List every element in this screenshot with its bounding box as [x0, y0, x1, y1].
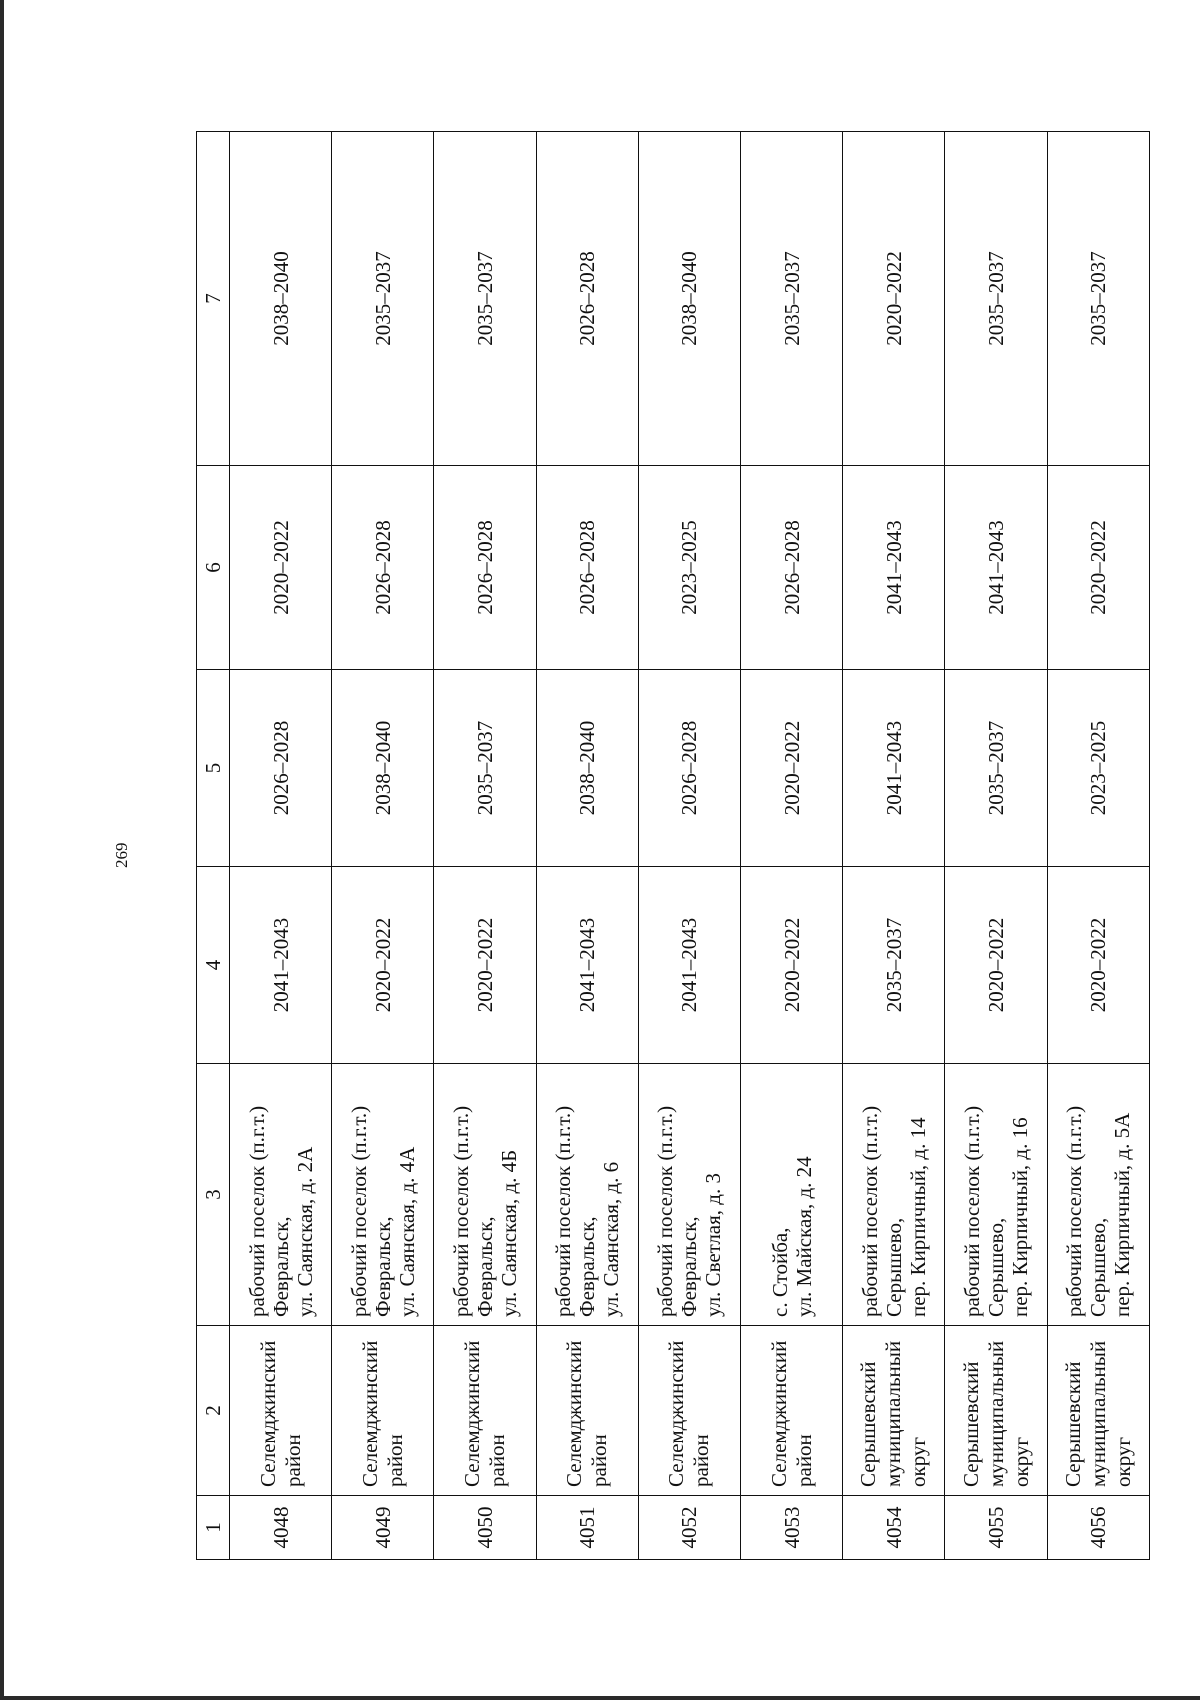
period-cell-col7: 2035–2037: [741, 132, 843, 466]
district-cell-line: муниципальный: [881, 1340, 906, 1487]
table-row: [843, 132, 945, 1560]
column-number-cell: 4: [197, 867, 230, 1064]
district-cell-line: район: [689, 1434, 714, 1487]
table-row: [536, 132, 638, 1560]
column-number-cell: 3: [197, 1064, 230, 1326]
period-cell-col6: 2026–2028: [741, 466, 843, 670]
address-cell-line: ул. Саянская, д. 4Б: [497, 1149, 522, 1317]
district-cell: [332, 1326, 434, 1496]
district-cell-line: Селемджинский: [357, 1340, 382, 1487]
address-cell-line: Серышево,: [984, 1217, 1009, 1317]
address-cell-line: пер. Кирпичный, д. 14: [905, 1117, 930, 1317]
page-number: 269: [112, 842, 131, 868]
column-number-cell: 6: [197, 466, 230, 670]
district-cell-line: муниципальный: [1085, 1340, 1110, 1487]
period-cell-col5: 2026–2028: [230, 670, 332, 867]
period-cell-col4: 2035–2037: [843, 867, 945, 1064]
period-cell-col5: 2038–2040: [332, 670, 434, 867]
address-cell-line: ул. Майская, д. 24: [791, 1156, 816, 1317]
address-cell-line: рабочий поселок (п.г.т.): [960, 1105, 985, 1317]
period-cell-col4: 2041–2043: [638, 867, 740, 1064]
district-cell-line: Селемджинский: [664, 1340, 689, 1487]
address-cell-line: Серышево,: [1086, 1217, 1111, 1317]
district-cell-line: округ: [906, 1436, 931, 1487]
row-number-cell: 4056: [1047, 1496, 1149, 1560]
address-cell-line: рабочий поселок (п.г.т.): [551, 1105, 576, 1317]
district-cell-line: Серышевский: [856, 1361, 881, 1487]
period-cell-col5: 2041–2043: [843, 670, 945, 867]
address-cell-line: рабочий поселок (п.г.т.): [449, 1105, 474, 1317]
column-number-row: [197, 132, 230, 1560]
address-cell-line: Февральск,: [370, 1216, 395, 1317]
row-number-cell: 4049: [332, 1496, 434, 1560]
district-cell-line: округ: [1008, 1436, 1033, 1487]
period-cell-col4: 2041–2043: [230, 867, 332, 1064]
address-cell-line: пер. Кирпичный, д. 5А: [1110, 1112, 1135, 1317]
district-cell: [230, 1326, 332, 1496]
period-cell-col6: 2041–2043: [843, 466, 945, 670]
period-cell-col6: 2026–2028: [536, 466, 638, 670]
period-cell-col4: 2020–2022: [741, 867, 843, 1064]
period-cell-col7: 2035–2037: [945, 132, 1047, 466]
district-cell: [536, 1326, 638, 1496]
district-cell-line: Селемджинский: [255, 1340, 280, 1487]
district-cell-line: район: [485, 1434, 510, 1487]
period-cell-col5: 2023–2025: [1047, 670, 1149, 867]
period-cell-col5: 2020–2022: [741, 670, 843, 867]
table-row: [741, 132, 843, 1560]
district-cell: [945, 1326, 1047, 1496]
district-cell-line: Серышевский: [1060, 1361, 1085, 1487]
address-cell: [230, 1064, 332, 1326]
period-cell-col5: 2035–2037: [434, 670, 536, 867]
period-cell-col4: 2020–2022: [945, 867, 1047, 1064]
period-cell-col4: 2020–2022: [332, 867, 434, 1064]
district-cell-line: Селемджинский: [766, 1340, 791, 1487]
period-cell-col4: 2020–2022: [434, 867, 536, 1064]
address-cell-line: ул. Саянская, д. 4А: [394, 1146, 419, 1317]
period-cell-col6: 2020–2022: [1047, 466, 1149, 670]
district-cell-line: Селемджинский: [460, 1340, 485, 1487]
district-cell-line: район: [280, 1434, 305, 1487]
period-cell-col7: 2026–2028: [536, 132, 638, 466]
row-number-cell: 4054: [843, 1496, 945, 1560]
row-number-cell: 4048: [230, 1496, 332, 1560]
column-number-cell: 2: [197, 1326, 230, 1496]
table-row: [332, 132, 434, 1560]
period-cell-col6: 2020–2022: [230, 466, 332, 670]
address-cell-line: рабочий поселок (п.г.т.): [244, 1105, 269, 1317]
address-cell: [332, 1064, 434, 1326]
address-cell: [1047, 1064, 1149, 1326]
address-cell-line: Февральск,: [575, 1216, 600, 1317]
period-cell-col6: 2041–2043: [945, 466, 1047, 670]
row-number-cell: 4053: [741, 1496, 843, 1560]
period-cell-col7: 2038–2040: [230, 132, 332, 466]
row-number-cell: 4050: [434, 1496, 536, 1560]
period-cell-col5: 2038–2040: [536, 670, 638, 867]
row-number-cell: 4052: [638, 1496, 740, 1560]
address-cell-line: пер. Кирпичный, д. 16: [1008, 1117, 1033, 1317]
address-cell-line: рабочий поселок (п.г.т.): [857, 1105, 882, 1317]
table-row: [230, 132, 332, 1560]
address-cell-line: Февральск,: [473, 1216, 498, 1317]
housing-repair-schedule-table: [196, 131, 1150, 1560]
address-cell-line: Серышево,: [881, 1217, 906, 1317]
period-cell-col5: 2035–2037: [945, 670, 1047, 867]
address-cell-line: ул. Светлая, д. 3: [701, 1173, 726, 1317]
district-cell-line: район: [382, 1434, 407, 1487]
table-row: [945, 132, 1047, 1560]
period-cell-col7: 2038–2040: [638, 132, 740, 466]
scan-border-left: [0, 0, 4, 1700]
table-row: [434, 132, 536, 1560]
address-cell-line: ул. Саянская, д. 6: [599, 1161, 624, 1317]
address-cell-line: с. Стойба,: [767, 1227, 792, 1317]
column-number-cell: 5: [197, 670, 230, 867]
address-cell-line: Февральск,: [268, 1216, 293, 1317]
period-cell-col7: 2035–2037: [434, 132, 536, 466]
district-cell-line: Селемджинский: [562, 1340, 587, 1487]
address-cell: [536, 1064, 638, 1326]
period-cell-col7: 2020–2022: [843, 132, 945, 466]
address-cell: [843, 1064, 945, 1326]
address-cell-line: Февральск,: [677, 1216, 702, 1317]
period-cell-col5: 2026–2028: [638, 670, 740, 867]
district-cell: [741, 1326, 843, 1496]
district-cell: [434, 1326, 536, 1496]
address-cell: [434, 1064, 536, 1326]
district-cell: [1047, 1326, 1149, 1496]
period-cell-col4: 2041–2043: [536, 867, 638, 1064]
address-cell: [741, 1064, 843, 1326]
scan-border-bottom: [0, 1696, 1200, 1700]
table-row: [638, 132, 740, 1560]
row-number-cell: 4055: [945, 1496, 1047, 1560]
period-cell-col7: 2035–2037: [1047, 132, 1149, 466]
table-row: [1047, 132, 1149, 1560]
address-cell-line: ул. Саянская, д. 2А: [292, 1146, 317, 1317]
period-cell-col6: 2026–2028: [434, 466, 536, 670]
district-cell: [843, 1326, 945, 1496]
address-cell: [638, 1064, 740, 1326]
district-cell: [638, 1326, 740, 1496]
period-cell-col4: 2020–2022: [1047, 867, 1149, 1064]
district-cell-line: район: [587, 1434, 612, 1487]
address-cell-line: рабочий поселок (п.г.т.): [653, 1105, 678, 1317]
address-cell-line: рабочий поселок (п.г.т.): [1062, 1105, 1087, 1317]
row-number-cell: 4051: [536, 1496, 638, 1560]
period-cell-col6: 2026–2028: [332, 466, 434, 670]
district-cell-line: округ: [1110, 1436, 1135, 1487]
column-number-cell: 1: [197, 1496, 230, 1560]
address-cell-line: рабочий поселок (п.г.т.): [346, 1105, 371, 1317]
column-number-cell: 7: [197, 132, 230, 466]
district-cell-line: район: [791, 1434, 816, 1487]
period-cell-col7: 2035–2037: [332, 132, 434, 466]
table-container: [196, 132, 1150, 1560]
district-cell-line: муниципальный: [983, 1340, 1008, 1487]
address-cell: [945, 1064, 1047, 1326]
district-cell-line: Серышевский: [958, 1361, 983, 1487]
period-cell-col6: 2023–2025: [638, 466, 740, 670]
